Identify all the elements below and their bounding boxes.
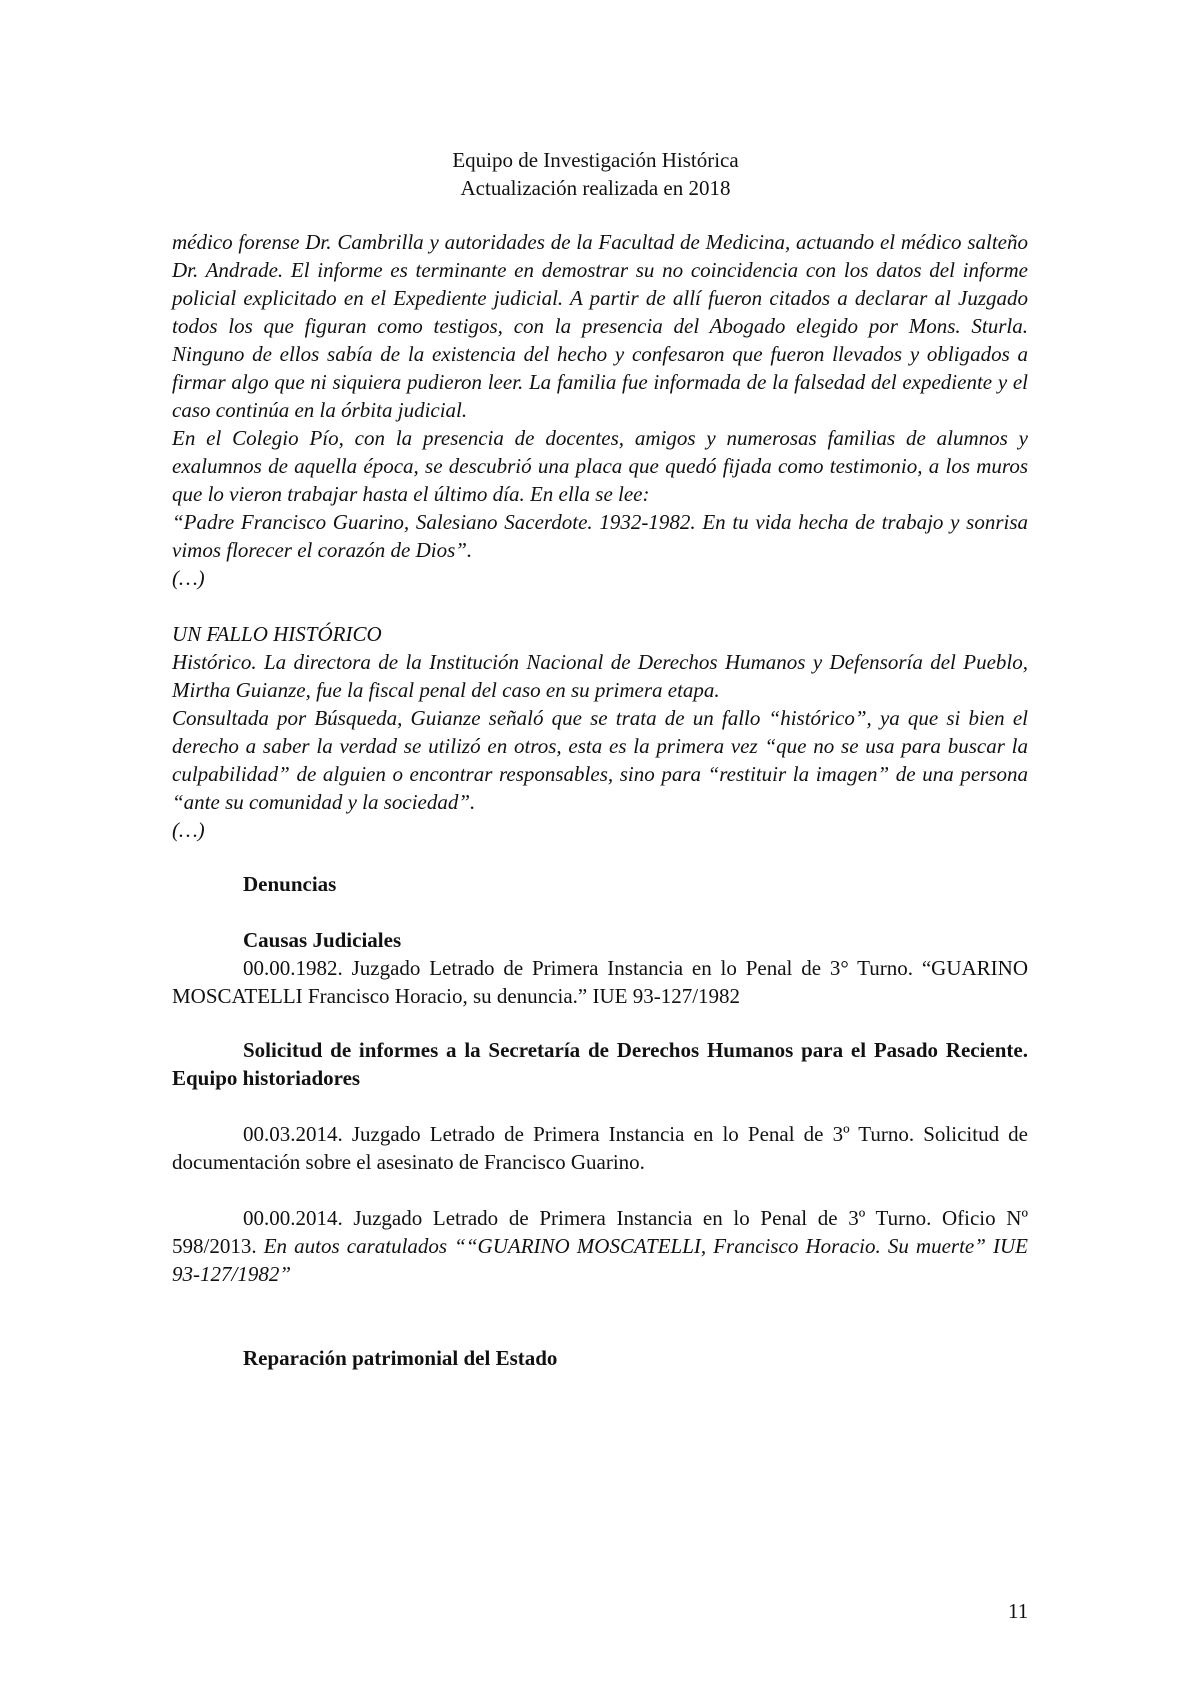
- document-body: [172, 228, 1028, 1372]
- paragraph-colegio-pio: En el Colegio Pío, con la presencia de docentes, amigos y numerosas familias de alumnos y exalumnos de aquella época, se descubrió una placa que quedó fijada como testimonio, a los muros que lo vieron trabajar hasta el último día. En ella se lee:: [172, 426, 1028, 506]
- paragraph-forensic-report: médico forense Dr. Cambrilla y autoridades de la Facultad de Medicina, actuando el médico salteño Dr. Andrade. El informe es terminante en demostrar su no coincidencia con los datos del informe policial explicitado en el Expediente judicial. A partir de allí fueron citados a declarar al Juzgado todos los que figuran como testigos, con la presencia del Abogado elegido por Mons. Sturla. Ninguno de ellos sabía de la existencia del hecho y confesaron que fueron llevados y obligados a firmar algo que ni siquiera pudieron leer. La familia fue informada de la falsedad del expediente y el caso continúa en la órbita judicial.: [172, 230, 1028, 422]
- entry-causa-1982: 00.00.1982. Juzgado Letrado de Primera Instancia en lo Penal de 3° Turno. “GUARINO MOSCATELLI Francisco Horacio, su denuncia.” IUE 93-127/1982: [172, 956, 1028, 1008]
- entry-oficio-2014: [172, 1204, 1028, 1288]
- entry-oficio-italic: En autos caratulados ““GUARINO MOSCATELLI, Francisco Horacio. Su muerte” IUE 93-127/1982”: [172, 1234, 1029, 1286]
- header-title: Equipo de Investigación Histórica: [452, 148, 739, 172]
- paragraph-plaque-quote: “Padre Francisco Guarino, Salesiano Sacerdote. 1932-1982. En tu vida hecha de trabajo y sonrisa vimos florecer el corazón de Dios”.: [172, 510, 1028, 562]
- page-header: [0, 146, 1191, 202]
- paragraph-consultada: Consultada por Búsqueda, Guianze señaló que se trata de un fallo “histórico”, ya que si bien el derecho a saber la verdad se utilizó en otros, esta es la primera vez “que no se usa para buscar la culpabilidad” de alguien o encontrar responsables, sino para “restituir la imagen” de una persona “ante su comunidad y la sociedad”.: [172, 706, 1028, 814]
- entry-solicitud-2014-03: 00.03.2014. Juzgado Letrado de Primera Instancia en lo Penal de 3º Turno. Solicitud de documentación sobre el asesinato de Francisco Guarino.: [172, 1122, 1028, 1174]
- heading-causas-judiciales: Causas Judiciales: [243, 928, 402, 952]
- ellipsis-1: (…): [172, 566, 205, 590]
- ellipsis-2: (…): [172, 818, 205, 842]
- paragraph-directora: Histórico. La directora de la Institución Nacional de Derechos Humanos y Defensoría del Pueblo, Mirtha Guianze, fue la fiscal penal del caso en su primera etapa.: [172, 650, 1028, 702]
- heading-reparacion-patrimonial: Reparación patrimonial del Estado: [243, 1346, 558, 1370]
- entry-oficio-plain: 00.00.2014. Juzgado Letrado de Primera Instancia en lo Penal de 3º Turno. Oficio Nº 598/2013.: [172, 1206, 1028, 1258]
- header-subtitle: Actualización realizada en 2018: [460, 176, 731, 200]
- page-number: 11: [1008, 1599, 1029, 1623]
- heading-denuncias: Denuncias: [243, 872, 337, 896]
- heading-solicitud-informes: Solicitud de informes a la Secretaría de Derechos Humanos para el Pasado Reciente. Equipo historiadores: [172, 1038, 1028, 1090]
- subheading-fallo-historico: UN FALLO HISTÓRICO: [172, 622, 382, 646]
